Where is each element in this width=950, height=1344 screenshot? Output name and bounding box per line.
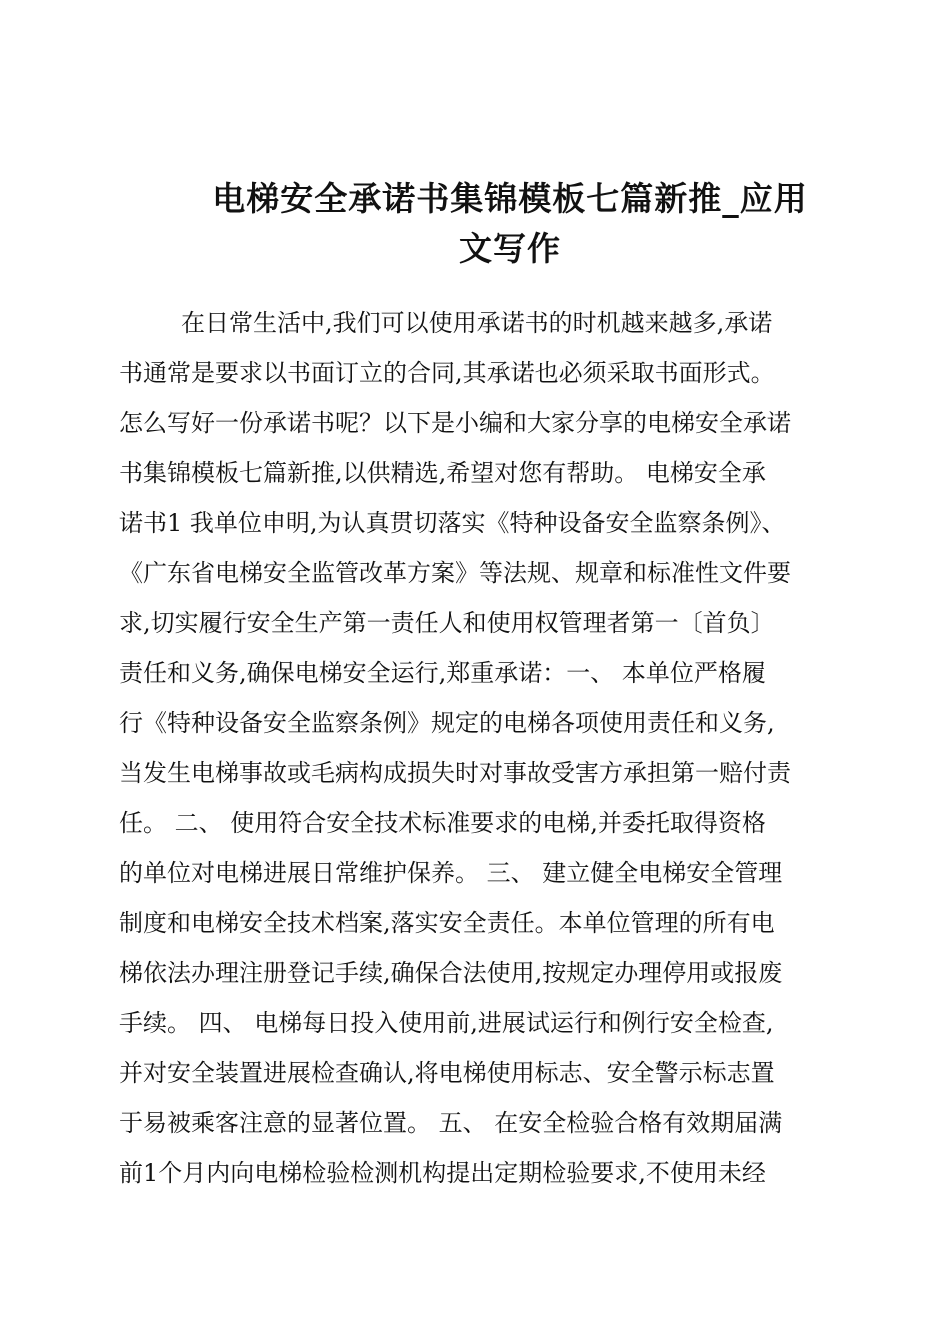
document-title [160, 174, 860, 274]
body-line-5: 诺书1 我单位申明,为认真贯切落实《特种设备安全监察条例》、 [119, 509, 786, 537]
body-line-8: 责任和义务,确保电梯安全运行,郑重承诺：一、 本单位严格履 [119, 659, 766, 687]
body-line-12: 的单位对电梯进展日常维护保养。 三、 建立健全电梯安全管理 [119, 859, 783, 887]
body-line-11: 任。 二、 使用符合安全技术标准要求的电梯,并委托取得资格 [119, 809, 766, 837]
body-line-10: 当发生电梯事故或毛病构成损失时对事故受害方承担第一赔付责 [119, 759, 791, 787]
body-line-17: 于易被乘客注意的显著位置。 五、 在安全检验合格有效期届满 [119, 1109, 783, 1137]
body-line-2: 书通常是要求以书面订立的合同,其承诺也必须采取书面形式。 [119, 359, 775, 387]
body-line-6: 《广东省电梯安全监管改革方案》等法规、规章和标准性文件要 [119, 559, 791, 587]
body-line-16: 并对安全装置进展检查确认,将电梯使用标志、安全警示标志置 [119, 1059, 775, 1087]
body-line-4: 书集锦模板七篇新推,以供精选,希望对您有帮助。 电梯安全承 [119, 459, 766, 487]
document-body [119, 298, 839, 1198]
title-line-1: 电梯安全承诺书集锦模板七篇新推_应用 [212, 179, 808, 218]
body-line-7: 求,切实履行安全生产第一责任人和使用权管理者第一〔首负〕 [119, 609, 775, 637]
body-line-14: 梯依法办理注册登记手续,确保合法使用,按规定办理停用或报废 [119, 959, 783, 987]
body-line-3: 怎么写好一份承诺书呢？以下是小编和大家分享的电梯安全承诺 [119, 409, 791, 437]
body-line-13: 制度和电梯安全技术档案,落实安全责任。本单位管理的所有电 [119, 909, 775, 937]
body-line-15: 手续。 四、 电梯每日投入使用前,进展试运行和例行安全检查, [119, 1009, 774, 1037]
body-line-18: 前1个月内向电梯检验检测机构提出定期检验要求,不使用未经 [119, 1159, 766, 1187]
title-line-2: 文写作 [459, 229, 561, 268]
body-line-9: 行《特种设备安全监察条例》规定的电梯各项使用责任和义务, [119, 709, 775, 737]
body-line-1: 在日常生活中,我们可以使用承诺书的时机越来越多,承诺 [181, 309, 773, 337]
